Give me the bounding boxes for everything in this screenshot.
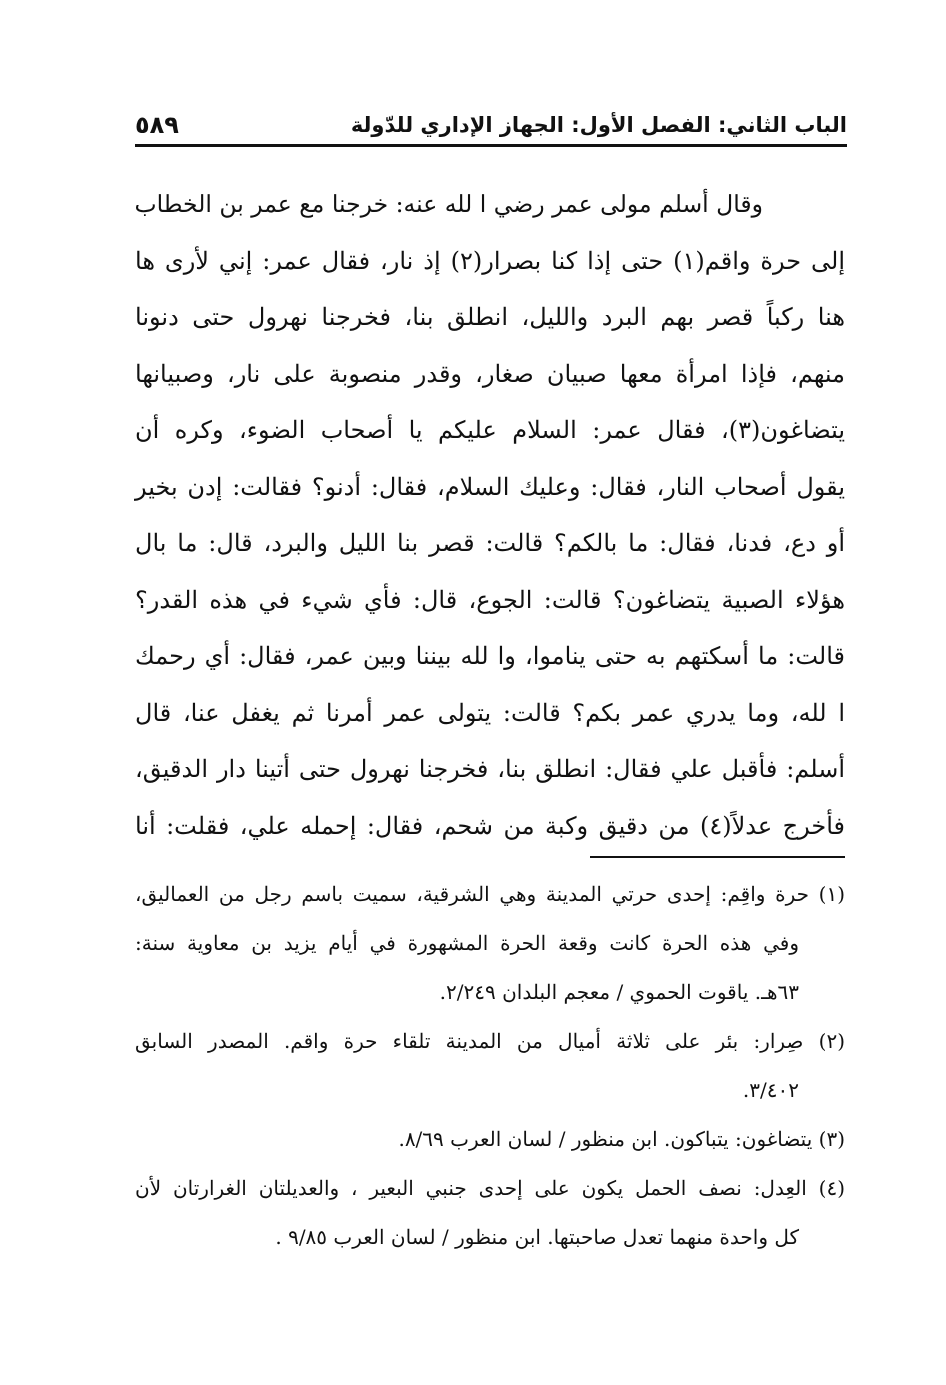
body-line: قالت: ما أسكتهم به حتى يناموا، وا لله بيننا وبين عمر، فقال: أي رحمك (135, 642, 845, 670)
footnote-line: كل واحدة منهما تعدل صاحبتها. ابن منظور / لسان العرب ٩/٨٥ . (275, 1225, 799, 1249)
body-line: يتضاغون(٣)، فقال عمر: السلام عليكم يا أصحاب الضوء، وكره أن (135, 416, 845, 444)
footnote-line: (١) حرة واقِم: إحدى حرتي المدينة وهي الشرقية، سميت باسم رجل من العماليق، (135, 882, 845, 906)
footnote-line: (٣) يتضاغون: يتباكون. ابن منظور / لسان العرب ٨/٦٩. (398, 1127, 845, 1151)
footnotes (135, 870, 845, 1262)
body-line: ا لله، وما يدري عمر بكم؟ قالت: يتولى عمر أمرنا ثم يغفل عنا، قال (135, 698, 846, 727)
page-header (135, 108, 847, 142)
body-line: هنا ركباً قصر بهم البرد والليل، انطلق بنا، فخرجنا نهرول حتى دنونا (135, 303, 845, 331)
body-line: أو دع، فدنا، فقال: ما بالكم؟ قالت: قصر بنا الليل والبرد، قال: ما بال (135, 529, 845, 557)
body-line: منهم، فإذا امرأة معها صبيان صغار، وقدر منصوبة على نار، وصبيانها (135, 359, 845, 388)
page-number: ٥٨٩ (135, 111, 179, 139)
body-text (135, 176, 845, 854)
body-line: أسلم: فأقبل علي فقال: انطلق بنا، فخرجنا نهرول حتى أتينا دار الدقيق، (135, 755, 845, 783)
footnote-line: ٣/٤٠٢. (742, 1078, 799, 1102)
header-rule (135, 144, 847, 147)
footnote-line: (٢) صِرار: بئر على ثلاثة أميال من المدينة تلقاء حرة واقم. المصدر السابق (135, 1029, 845, 1053)
footnote-separator (590, 856, 845, 858)
body-line: إلى حرة واقم(١) حتى إذا كنا بصرار(٢) إذ نار، فقال عمر: إني لأرى ها (135, 246, 845, 275)
body-line: يقول أصحاب النار، فقال: وعليك السلام، فقال: أدنو؟ فقالت: إدن بخير (135, 472, 845, 501)
body-line: فأخرج عدلاً(٤) من دقيق وكبة من شحم، فقال: إحمله علي، فقلت: أنا (135, 811, 846, 840)
running-head: الباب الثاني: الفصل الأول: الجهاز الإداري للدّولة (350, 113, 847, 137)
body-line: وقال أسلم مولى عمر رضي ا لله عنه: خرجنا مع عمر بن الخطاب (134, 190, 763, 218)
footnote-line: ٦٣هـ. ياقوت الحموي / معجم البلدان ٢/٢٤٩. (439, 980, 799, 1004)
footnote-line: وفي هذه الحرة كانت وقعة الحرة المشهورة في أيام يزيد بن معاوية سنة: (135, 931, 799, 955)
footnote-line: (٤) العِدل: نصف الحمل يكون على إحدى جنبي البعير ، والعديلتان الغرارتان لأن (135, 1176, 845, 1200)
body-line: هؤلاء الصبية يتضاغون؟ قالت: الجوع، قال: فأي شيء في هذه القدر؟ (135, 585, 845, 614)
